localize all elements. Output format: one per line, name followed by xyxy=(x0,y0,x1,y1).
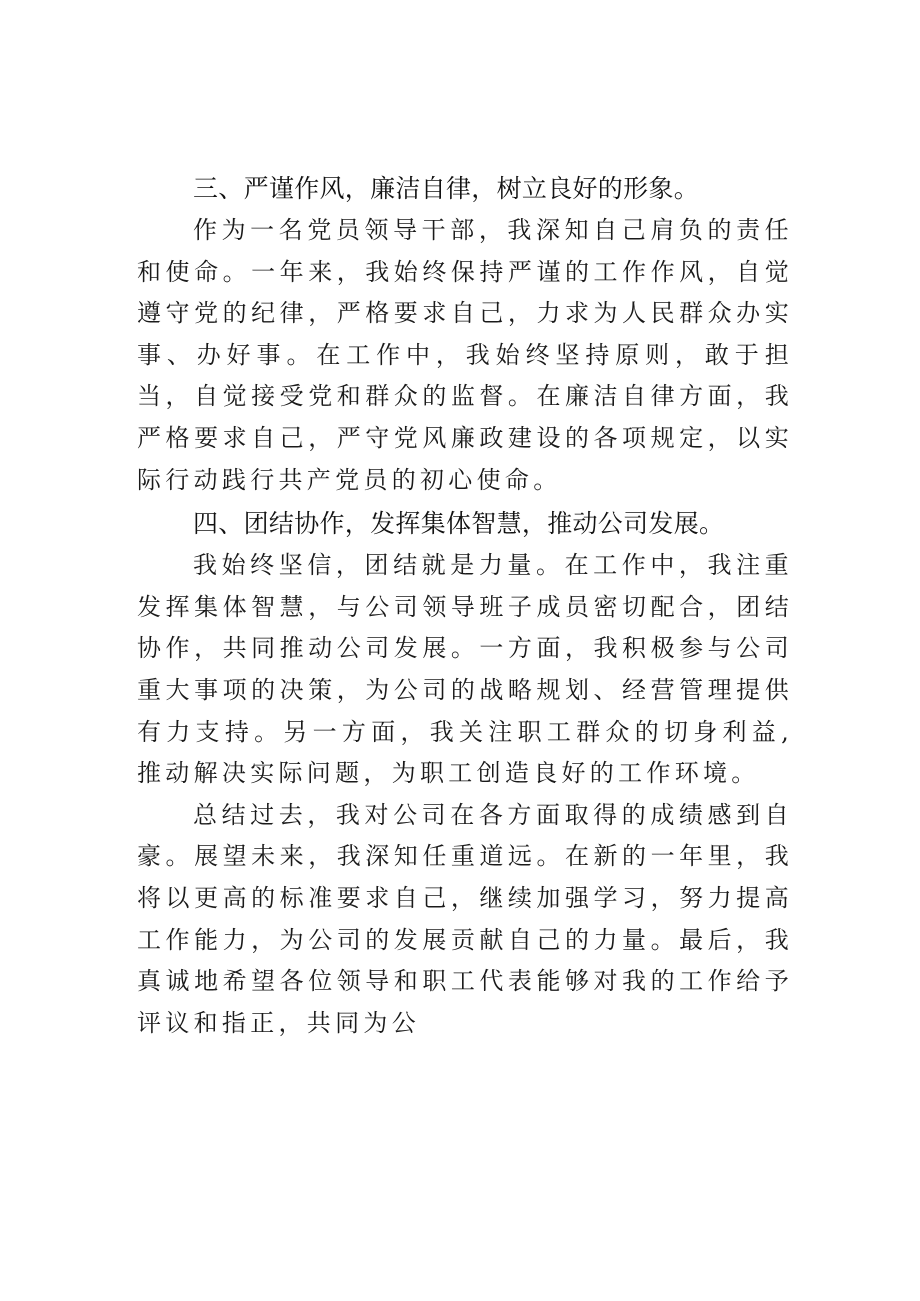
section-4-paragraph: 我始终坚信，团结就是力量。在工作中，我注重发挥集体智慧，与公司领导班子成员密切配合，团结协作，共同推动公司发展。一方面，我积极参与公司重大事项的决策，为公司的战略规划、经营管理提供有力支持。另一方面，我关注职工群众的切身利益,推动解决实际问题，为职工创造良好的工作环境。 xyxy=(137,551,793,788)
section-heading-3: 三、严谨作风，廉洁自律，树立良好的形象。 xyxy=(193,174,700,203)
summary-paragraph: 总结过去，我对公司在各方面取得的成绩感到自豪。展望未来，我深知任重道远。在新的一年里，我将以更高的标准要求自己，继续加强学习，努力提高工作能力，为公司的发展贡献自己的力量。最后，我真诚地希望各位领导和职工代表能够对我的工作给予评议和指正，共同为公 xyxy=(137,800,793,1037)
document-body xyxy=(137,168,793,1044)
section-heading-4: 四、团结协作，发挥集体智慧，推动公司发展。 xyxy=(193,509,725,539)
section-3-paragraph: 作为一名党员领导干部，我深知自己肩负的责任和使命。一年来，我始终保持严谨的工作作风，自觉遵守党的纪律，严格要求自己，力求为人民群众办实事、办好事。在工作中，我始终坚持原则，敢于担当，自觉接受党和群众的监督。在廉洁自律方面，我严格要求自己，严守党风廉政建设的各项规定，以实际行动践行共产党员的初心使命。 xyxy=(137,216,793,494)
